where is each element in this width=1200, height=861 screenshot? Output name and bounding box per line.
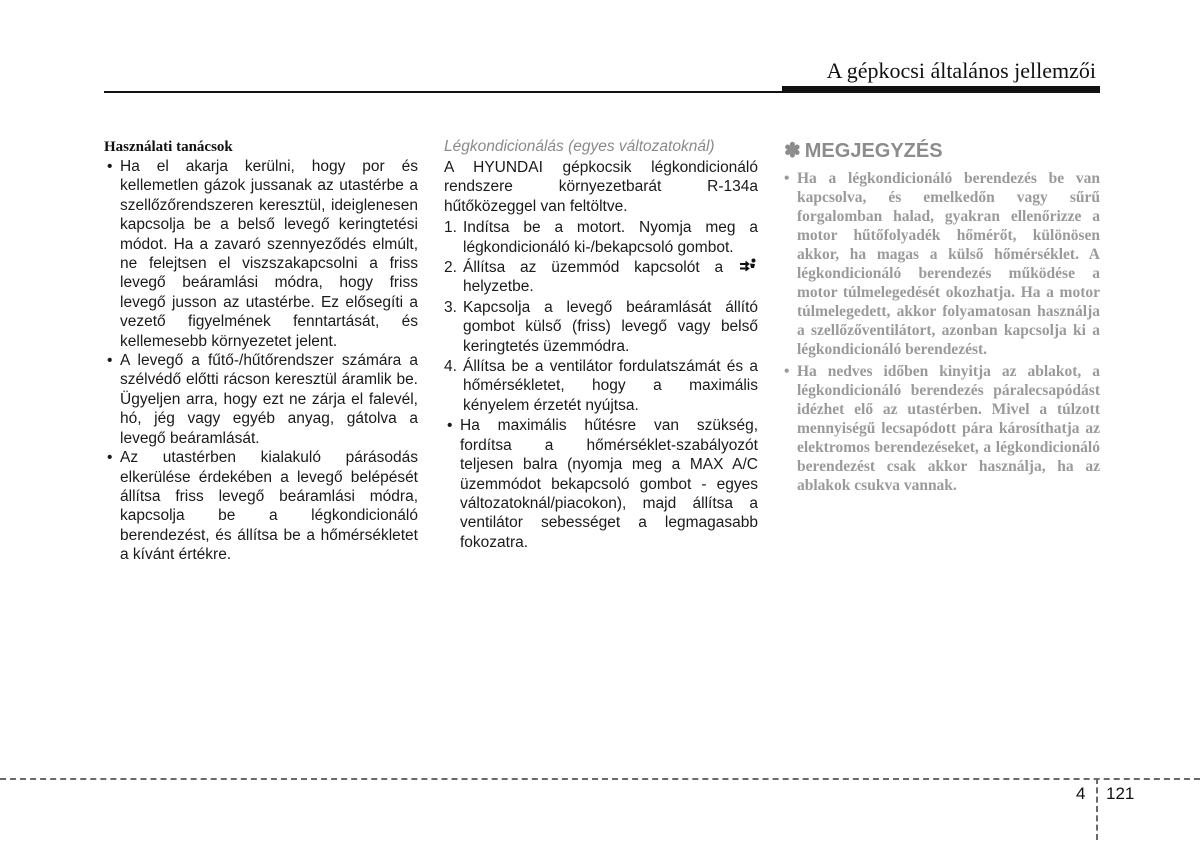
step-number: 2.	[444, 259, 457, 277]
list-item: • Ha maximális hűtésre van szükség, fordítsa a hőmérséklet-szabályozót teljesen balra (nyomja meg a MAX A/C üzemmódot bekapcsoló gombot - egyes változatoknál/piacokon), majd állítsa a ventilátor sebességet a legmagasabb fokozatra.	[444, 416, 758, 552]
note-column	[784, 138, 1100, 498]
step-text: Állítsa be a ventilátor fordulatszámát és a hőmérsékletet, hogy a maximális kényelem érzetét nyújtsa.	[463, 358, 758, 414]
usage-tips-list	[104, 157, 418, 565]
step-number: 1.	[444, 219, 457, 237]
step-text: Indítsa be a motort. Nyomja meg a légkondicionáló ki-/bekapcsoló gombot.	[463, 219, 758, 256]
step-text: Állítsa az üzemmód kapcsolót a	[463, 259, 724, 277]
step-item	[444, 298, 758, 356]
step-item	[444, 218, 758, 257]
header-rule-accent	[782, 86, 1100, 93]
air-conditioning-steps	[444, 218, 758, 415]
list-item: • Ha a légkondicionáló berendezés be van kapcsolva, és emelkedőn vagy sűrű forgalomban halad, gyakran ellenőrizze a motor hűtőfolyadék hőmérőt, különösen akkor, ha magas a külső hőmérséklet. A légkondicionáló berendezés működése a motor túlmelegedését okozhatja. Ha a motor túlmelegedett, akkor folyamatosan használja a szellőzőventilátort, azonban kapcsolja ki a légkondicionáló berendezést.	[784, 169, 1100, 359]
usage-tips-column	[104, 138, 418, 565]
step-number: 4.	[444, 358, 457, 376]
note-heading-text: MEGJEGYZÉS	[804, 140, 943, 162]
step-text-end: helyzetbe.	[463, 278, 534, 296]
list-item: • A levegő a fűtő-/hűtőrendszer számára a szélvédő előtti rácson keresztül áramlik be. Ügyeljen arra, hogy ezt ne zárja el falevél, hó, jég vagy egyéb anyag, gátolva a levegő beáramlását.	[104, 351, 418, 448]
chapter-number: 4	[1076, 784, 1086, 803]
note-list	[784, 169, 1100, 495]
page-number: 121	[1106, 784, 1135, 803]
list-item: • Az utastérben kialakuló párásodás elkerülése érdekében a levegő belépését állítsa friss levegő beáramlási módra, kapcsolja be a légkondicionáló berendezést, és állítsa be a hőmérsékletet a kívánt értékre.	[104, 448, 418, 564]
asterisk-icon: ✽	[784, 140, 801, 162]
air-conditioning-heading: Légkondicionálás (egyes változatoknál)	[444, 138, 715, 155]
footer-dashed-rule	[0, 778, 1200, 780]
list-item: • Ha nedves időben kinyitja az ablakot, a légkondicionáló berendezés páralecsapódást idézhet elő az utastérben. Mivel a túlzott mennyiségű lecsapódott pára károsíthatja az elektromos berendezéseket, a légkondicionáló berendezést csak akkor használja, ha az ablakok csukva vannak.	[784, 362, 1100, 495]
step-item	[444, 357, 758, 415]
step-item	[444, 258, 758, 297]
air-conditioning-intro: A HYUNDAI gépkocsik légkondicionáló rendszere környezetbarát R-134a hűtőközeggel van feltöltve.	[444, 159, 758, 215]
vent-mode-icon	[738, 258, 758, 274]
air-conditioning-column	[444, 138, 758, 552]
list-item: • Ha el akarja kerülni, hogy por és kellemetlen gázok jussanak az utastérbe a szellőzőrendszeren keresztül, ideiglenesen kapcsolja be a belső levegő keringtetési módot. Ha a zavaró szennyeződés elmúlt, ne felejtsen el viszszakapcsolni a friss levegő beáramlási módra, hogy friss levegő jusson az utastérbe. Ez elősegíti a vezető figyelmének fenntartását, és kellemesebb környezetet jelent.	[104, 157, 418, 351]
step-number: 3.	[444, 298, 457, 316]
air-conditioning-bullets	[444, 416, 758, 552]
footer-dashed-divider	[1096, 778, 1098, 840]
note-heading	[784, 138, 1100, 164]
page-header-title: A gépkocsi általános jellemzői	[826, 58, 1096, 83]
usage-tips-heading: Használati tanácsok	[104, 139, 233, 155]
step-text: Kapcsolja a levegő beáramlását állító gombot külső (friss) levegő vagy belső keringtetés üzemmódra.	[463, 298, 758, 355]
